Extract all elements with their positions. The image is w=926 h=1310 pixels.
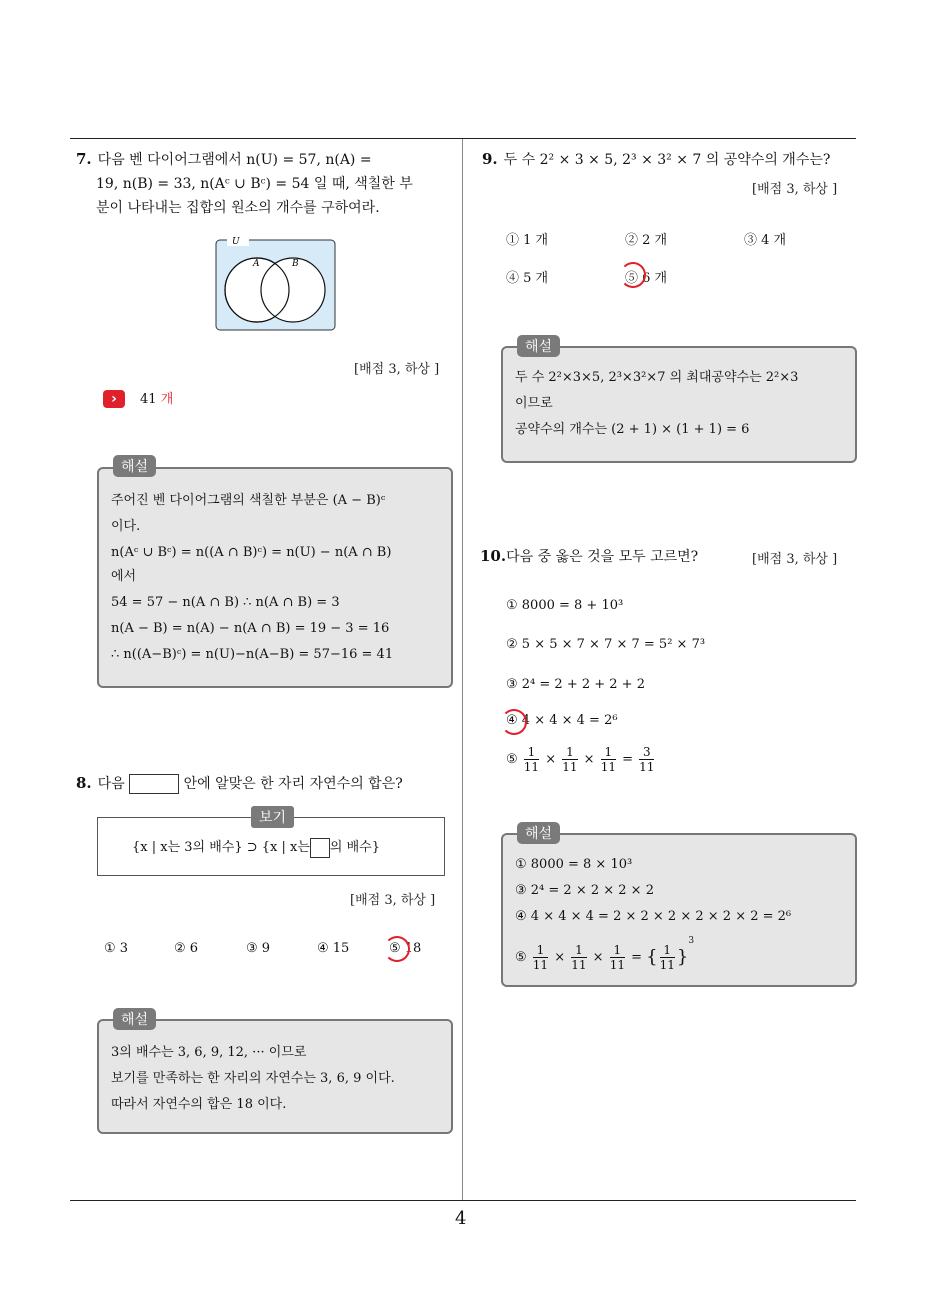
solution-line: 두 수 2²×3×5, 2³×3²×7 의 최대공약수는 2²×3 [515, 370, 799, 385]
solution-line: n(A − B) = n(A) − n(A ∩ B) = 19 − 3 = 16 [111, 621, 390, 636]
answer-number: 41 [140, 392, 157, 407]
choice-label: ⑤ [506, 752, 518, 767]
choice-4[interactable]: ④ 4 × 4 × 4 = 2⁶ [506, 713, 618, 728]
solution-tag: 해설 [113, 1008, 156, 1030]
question-9 [482, 147, 830, 172]
answer-arrow-icon: › [103, 390, 125, 408]
question-text-line: 다음 벤 다이어그램에서 n(U) = 57, n(A) = [97, 152, 372, 168]
score-label: [배점 3, 하상 ] [354, 362, 440, 377]
score-label: [배점 3, 하상 ] [752, 552, 838, 567]
fraction: $\frac{1}{11}$ [562, 745, 578, 774]
solution-line: 따라서 자연수의 합은 18 이다. [111, 1097, 287, 1112]
fraction: $\frac{1}{11}$ [571, 943, 587, 972]
choice-2[interactable]: ② 2 개 [625, 233, 668, 248]
fraction: $\frac{1}{11}$ [600, 745, 616, 774]
question-number: 9. [482, 150, 498, 168]
question-text: 다음 중 옳은 것을 모두 고르면? [506, 549, 699, 565]
solution-line: 공약수의 개수는 (2 + 1) × (1 + 1) = 6 [515, 422, 750, 437]
solution-tag: 해설 [517, 822, 560, 844]
answer-mark-circle [501, 709, 527, 735]
choice-3[interactable]: ③ 2⁴ = 2 + 2 + 2 + 2 [506, 677, 645, 692]
solution-box-10 [501, 833, 857, 987]
question-text-line: 19, n(B) = 33, n(Aᶜ ∪ Bᶜ) = 54 일 때, 색칠한 부 [96, 176, 413, 192]
solution-line: 에서 [111, 569, 137, 584]
solution-line: ① 8000 = 8 × 10³ [515, 857, 633, 872]
venn-label-a: A [253, 259, 260, 269]
choice-4[interactable]: ④ 15 [317, 941, 350, 956]
solution-line: ③ 2⁴ = 2 × 2 × 2 × 2 [515, 883, 654, 898]
venn-diagram [215, 236, 337, 332]
solution-tag: 해설 [113, 455, 156, 477]
bogi-tag: 보기 [251, 806, 294, 828]
fraction: $\frac{1}{11}$ [609, 943, 625, 972]
choice-1[interactable]: ① 8000 = 8 + 10³ [506, 598, 624, 613]
solution-line: 주어진 벤 다이어그램의 색칠한 부분은 (A − B)ᶜ [111, 493, 386, 508]
solution-box-9 [501, 346, 857, 463]
solution-tag: 해설 [517, 335, 560, 357]
fraction: $\frac{3}{11}$ [639, 745, 655, 774]
choice-2[interactable]: ② 6 [174, 941, 199, 956]
choice-3[interactable]: ③ 4 개 [744, 233, 787, 248]
venn-label-u: U [232, 237, 240, 247]
choice-label: ⑤ [515, 950, 527, 965]
question-text-line: 분이 나타내는 집합의 원소의 개수를 구하여라. [96, 200, 380, 216]
question-number: 7. [76, 150, 92, 168]
solution-line: 보기를 만족하는 한 자리의 자연수는 3, 6, 9 이다. [111, 1071, 395, 1086]
page-number: 4 [455, 1208, 467, 1229]
choice-1[interactable]: ① 1 개 [506, 233, 549, 248]
answer-mark-circle [384, 936, 410, 962]
answer-mark-circle [620, 262, 646, 288]
fraction: $\frac{1}{11}$ [659, 943, 675, 972]
solution-line: ∴ n((A−B)ᶜ) = n(U)−n(A−B) = 57−16 = 41 [111, 647, 394, 662]
solution-box-7 [97, 467, 453, 688]
choice-5[interactable]: ⑤ 6 개 [625, 271, 668, 286]
answer-value [140, 388, 173, 407]
solution-line: 이므로 [515, 396, 553, 411]
solution-line: 54 = 57 − n(A ∩ B) ∴ n(A ∩ B) = 3 [111, 595, 340, 610]
question-text: 두 수 2² × 3 × 5, 2³ × 3² × 7 의 공약수의 개수는? [503, 152, 831, 168]
choice-4[interactable]: ④ 5 개 [506, 271, 549, 286]
question-text: 안에 알맞은 한 자리 자연수의 합은? [183, 776, 403, 792]
score-label: [배점 3, 하상 ] [752, 182, 838, 197]
question-number: 10. [480, 547, 507, 565]
solution-line: ④ 4 × 4 × 4 = 2 × 2 × 2 × 2 × 2 × 2 = 2⁶ [515, 909, 792, 924]
question-text: 다음 [97, 776, 125, 792]
solution-line: 3의 배수는 3, 6, 9, 12, ··· 이므로 [111, 1045, 307, 1060]
venn-label-b: B [292, 259, 299, 269]
question-7 [76, 147, 456, 220]
question-8 [76, 771, 403, 796]
top-rule [70, 138, 856, 139]
choice-1[interactable]: ① 3 [104, 941, 129, 956]
column-divider [462, 139, 463, 1201]
bogi-content [132, 836, 380, 858]
fraction: $\frac{1}{11}$ [523, 745, 540, 774]
score-label: [배점 3, 하상 ] [350, 893, 436, 908]
question-number: 8. [76, 774, 92, 792]
choice-5[interactable]: ⑤ $\frac{1}{11}$ × $\frac{1}{11}$ × $\frac{1}{11}$ = $\frac{3}{11}$ [506, 745, 655, 774]
solution-line: 이다. [111, 519, 141, 534]
exponent: 3 [688, 936, 695, 946]
fraction: $\frac{1}{11}$ [532, 943, 549, 972]
bogi-blank [310, 838, 330, 858]
answer-unit: 개 [160, 392, 174, 407]
choice-3[interactable]: ③ 9 [246, 941, 271, 956]
solution-box-8 [97, 1019, 453, 1134]
bogi-text: 의 배수} [329, 840, 380, 855]
choice-2[interactable]: ② 5 × 5 × 7 × 7 × 7 = 5² × 7³ [506, 637, 706, 652]
bogi-text: {x | x는 3의 배수} ⊃ {x | x는 [132, 840, 310, 855]
solution-line: ⑤ $\frac{1}{11}$ × $\frac{1}{11}$ × $\frac{1}{11}$ = { $\frac{1}{11}$ }$^3$ [515, 936, 695, 972]
answer-blank [129, 774, 179, 794]
choice-5[interactable]: ⑤ 18 [389, 941, 422, 956]
question-10 [480, 544, 698, 569]
solution-line: n(Aᶜ ∪ Bᶜ) = n((A ∩ B)ᶜ) = n(U) − n(A ∩ B) [111, 545, 392, 560]
bottom-rule [70, 1200, 856, 1201]
